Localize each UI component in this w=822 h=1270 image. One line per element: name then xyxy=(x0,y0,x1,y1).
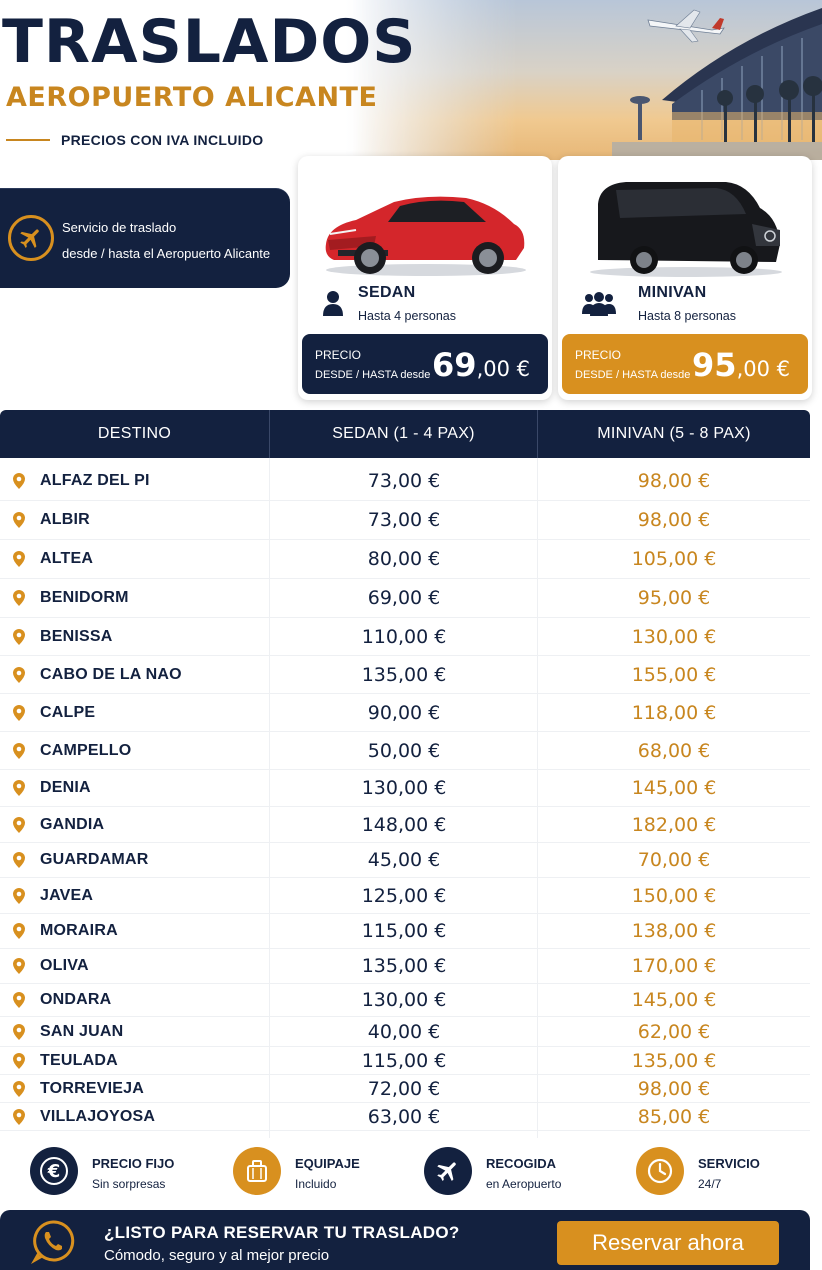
service-info-box xyxy=(0,188,290,288)
table-row xyxy=(0,618,810,656)
sedan-price-cell: 45,00 € xyxy=(367,849,441,871)
location-pin-icon xyxy=(13,473,25,489)
book-now-button[interactable]: Reservar ahora xyxy=(557,1221,779,1265)
location-pin-icon xyxy=(13,817,25,833)
euro-icon xyxy=(30,1147,78,1195)
table-row xyxy=(0,579,810,618)
location-pin-icon xyxy=(13,992,25,1008)
table-row xyxy=(0,501,810,540)
feature-subtitle: en Aeropuerto xyxy=(486,1177,562,1191)
sedan-price-cell: 73,00 € xyxy=(367,509,441,531)
sedan-price-cell: 110,00 € xyxy=(361,625,447,648)
location-pin-icon xyxy=(13,705,25,721)
minivan-price-cell: 118,00 € xyxy=(631,701,717,724)
whatsapp-icon[interactable] xyxy=(30,1218,76,1264)
cta-tagline: Cómodo, seguro y al mejor precio xyxy=(104,1247,330,1264)
sedan-price-decimal: ,00 € xyxy=(476,357,530,381)
airplane-icon xyxy=(424,1147,472,1195)
sedan-price-cell: 72,00 € xyxy=(367,1077,441,1100)
destination-name: GANDIA xyxy=(40,815,105,833)
sedan-price-cell: 135,00 € xyxy=(361,955,447,977)
sedan-price-cell: 69,00 € xyxy=(367,587,441,609)
header-sedan: SEDAN (1 - 4 PAX) xyxy=(270,410,538,458)
minivan-price-cell: 85,00 € xyxy=(637,1105,711,1128)
title-divider xyxy=(6,139,50,141)
feature-title: EQUIPAJE xyxy=(295,1156,360,1171)
vat-note: PRECIOS CON IVA INCLUIDO xyxy=(61,132,264,148)
minivan-price xyxy=(692,346,790,384)
location-pin-icon xyxy=(13,923,25,939)
sedan-price-cell: 40,00 € xyxy=(367,1020,441,1043)
table-row xyxy=(0,656,810,694)
table-row xyxy=(0,462,810,501)
sedan-price-label: PRECIO xyxy=(315,348,362,362)
location-pin-icon xyxy=(13,512,25,528)
minivan-price-note: DESDE / HASTA desde xyxy=(575,369,691,381)
sedan-card[interactable] xyxy=(298,156,552,400)
sedan-price-cell: 148,00 € xyxy=(361,813,447,836)
location-pin-icon xyxy=(13,780,25,796)
minivan-price-label: PRECIO xyxy=(575,348,622,362)
destination-name: TORREVIEJA xyxy=(40,1079,144,1097)
service-line-1: Servicio de traslado xyxy=(62,220,177,235)
minivan-price-cell: 95,00 € xyxy=(637,587,711,609)
service-line-2: desde / hasta el Aeropuerto Alicante xyxy=(62,246,271,261)
sedan-price-cell: 90,00 € xyxy=(367,701,441,724)
destination-name: ALBIR xyxy=(40,511,90,528)
destination-name: VILLAJOYOSA xyxy=(40,1107,156,1125)
feature-subtitle: Sin sorpresas xyxy=(92,1177,166,1191)
minivan-price-cell: 130,00 € xyxy=(631,625,717,648)
minivan-name: MINIVAN xyxy=(638,284,707,301)
sedan-price-cell: 130,00 € xyxy=(361,989,447,1011)
sedan-price-cell: 63,00 € xyxy=(367,1105,441,1128)
service-description xyxy=(62,215,270,267)
booking-cta-bar xyxy=(0,1210,810,1270)
destination-name: MORAIRA xyxy=(40,922,118,939)
minivan-price-cell: 98,00 € xyxy=(637,509,711,531)
destination-name: BENIDORM xyxy=(40,589,129,606)
sedan-car-image xyxy=(316,174,534,278)
minivan-price-cell: 138,00 € xyxy=(631,920,717,942)
table-row xyxy=(0,1103,810,1131)
destination-name: DENIA xyxy=(40,779,91,796)
sedan-price-cell: 50,00 € xyxy=(367,739,441,762)
minivan-image xyxy=(576,174,794,278)
sedan-price-cell: 115,00 € xyxy=(361,1049,447,1072)
person-icon xyxy=(322,290,344,316)
minivan-price-cell: 62,00 € xyxy=(637,1020,711,1043)
destination-name: OLIVA xyxy=(40,957,89,974)
sedan-name: SEDAN xyxy=(358,284,416,301)
sedan-price-cell: 130,00 € xyxy=(361,777,447,799)
feature-title: RECOGIDA xyxy=(486,1156,557,1171)
destination-name: CABO DE LA NAO xyxy=(40,665,182,683)
svg-text:€: € xyxy=(47,1161,61,1182)
table-row xyxy=(0,1075,810,1103)
luggage-icon xyxy=(233,1147,281,1195)
feature-title: SERVICIO xyxy=(698,1156,760,1171)
location-pin-icon xyxy=(13,1024,25,1040)
sedan-capacity: Hasta 4 personas xyxy=(358,309,456,323)
destination-name: ALTEA xyxy=(40,550,94,567)
sedan-price-cell: 125,00 € xyxy=(361,884,447,907)
minivan-price-cell: 70,00 € xyxy=(637,849,711,871)
sedan-price-integer: 69 xyxy=(432,346,477,384)
header-minivan: MINIVAN (5 - 8 PAX) xyxy=(597,425,751,442)
minivan-price-cell: 105,00 € xyxy=(631,548,717,570)
sedan-price-note: DESDE / HASTA desde xyxy=(315,369,431,381)
destination-name: ONDARA xyxy=(40,991,112,1008)
minivan-price-integer: 95 xyxy=(692,346,737,384)
minivan-price-cell: 155,00 € xyxy=(631,663,717,686)
minivan-price-box xyxy=(562,334,808,394)
destination-name: CAMPELLO xyxy=(40,741,132,759)
minivan-price-decimal: ,00 € xyxy=(736,357,790,381)
table-row xyxy=(0,770,810,807)
location-pin-icon xyxy=(13,1053,25,1069)
table-row xyxy=(0,1047,810,1075)
airport-terminal-illustration xyxy=(462,0,822,160)
feature-title: PRECIO FIJO xyxy=(92,1156,175,1171)
group-icon xyxy=(582,290,616,316)
header-destino: DESTINO xyxy=(0,410,270,458)
minivan-price-cell: 135,00 € xyxy=(631,1049,717,1072)
page-subtitle: AEROPUERTO ALICANTE xyxy=(6,82,378,113)
minivan-capacity: Hasta 8 personas xyxy=(638,309,736,323)
table-row xyxy=(0,914,810,949)
airplane-icon xyxy=(8,215,54,261)
airplane-illustration xyxy=(648,10,724,42)
location-pin-icon xyxy=(13,1109,25,1125)
destination-name: GUARDAMAR xyxy=(40,851,149,868)
location-pin-icon xyxy=(13,590,25,606)
sedan-price-cell: 135,00 € xyxy=(361,663,447,686)
table-row xyxy=(0,1017,810,1047)
table-row xyxy=(0,694,810,732)
sedan-price-cell: 115,00 € xyxy=(361,920,447,942)
table-row xyxy=(0,878,810,914)
location-pin-icon xyxy=(13,958,25,974)
clock-icon xyxy=(636,1147,684,1195)
location-pin-icon xyxy=(13,551,25,567)
sedan-price xyxy=(432,346,530,384)
feature-subtitle: Incluido xyxy=(295,1177,337,1191)
price-table-header xyxy=(0,410,810,458)
minivan-price-cell: 182,00 € xyxy=(631,813,717,836)
location-pin-icon xyxy=(13,743,25,759)
sedan-price-cell: 80,00 € xyxy=(367,548,441,570)
destination-name: TEULADA xyxy=(40,1051,118,1069)
cta-question: ¿LISTO PARA RESERVAR TU TRASLADO? xyxy=(104,1223,460,1242)
location-pin-icon xyxy=(13,629,25,645)
location-pin-icon xyxy=(13,667,25,683)
hero-banner xyxy=(0,0,822,160)
table-row xyxy=(0,807,810,843)
destination-name: CALPE xyxy=(40,703,96,721)
minivan-price-cell: 98,00 € xyxy=(637,470,711,492)
minivan-price-cell: 98,00 € xyxy=(637,1077,711,1100)
location-pin-icon xyxy=(13,888,25,904)
minivan-price-cell: 150,00 € xyxy=(631,884,717,907)
minivan-price-cell: 68,00 € xyxy=(637,739,711,762)
minivan-price-cell: 170,00 € xyxy=(631,955,717,977)
minivan-price-cell: 145,00 € xyxy=(631,989,717,1011)
minivan-card[interactable] xyxy=(558,156,812,400)
location-pin-icon xyxy=(13,1081,25,1097)
minivan-price-cell: 145,00 € xyxy=(631,777,717,799)
sedan-price-box xyxy=(302,334,548,394)
location-pin-icon xyxy=(13,852,25,868)
destination-name: SAN JUAN xyxy=(40,1022,124,1040)
destination-name: ALFAZ DEL PI xyxy=(40,472,150,489)
sedan-price-cell: 73,00 € xyxy=(367,470,441,492)
page-title: TRASLADOS xyxy=(2,7,417,77)
table-row xyxy=(0,540,810,579)
destination-name: JAVEA xyxy=(40,886,94,904)
table-row xyxy=(0,843,810,878)
feature-subtitle: 24/7 xyxy=(698,1177,722,1191)
destination-name: BENISSA xyxy=(40,627,113,645)
table-row xyxy=(0,984,810,1017)
table-row xyxy=(0,949,810,984)
table-row xyxy=(0,732,810,770)
